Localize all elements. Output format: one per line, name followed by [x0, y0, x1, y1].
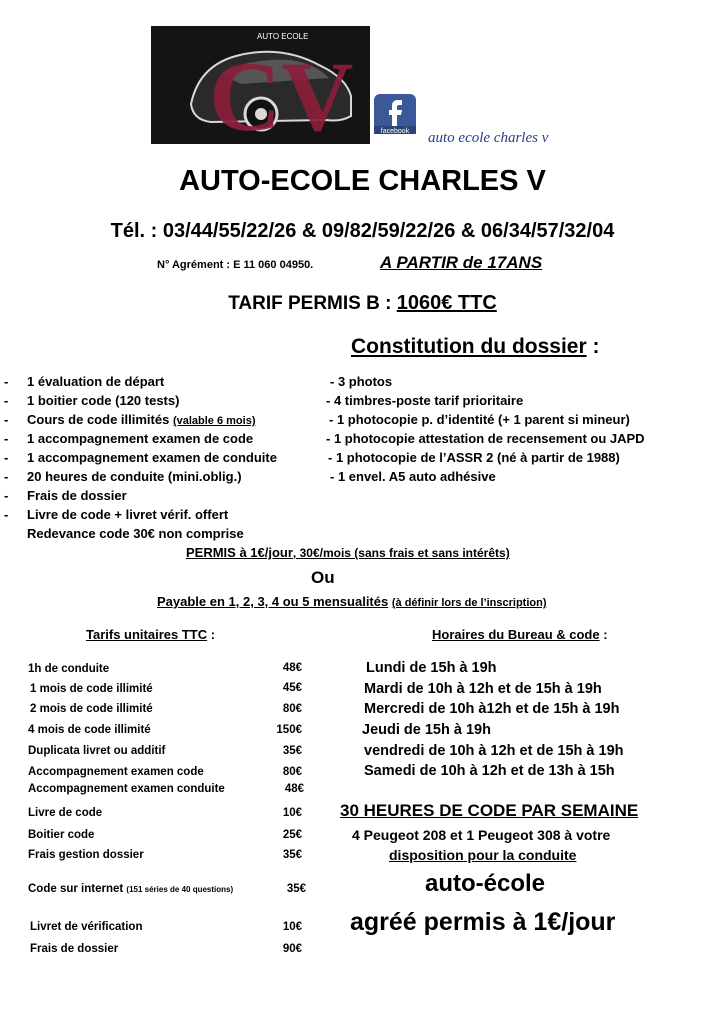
- tarif-price: 48€: [284, 783, 304, 795]
- horaire-item: Mardi de 10h à 12h et de 15h à 19h: [364, 681, 602, 697]
- document-item: - 1 envel. A5 auto adhésive: [330, 469, 496, 484]
- code-hours-banner: 30 HEURES DE CODE PAR SEMAINE: [340, 801, 639, 820]
- payable-installments: [157, 594, 547, 609]
- tarif-price: 48€: [282, 662, 302, 674]
- tarif-label: [28, 883, 233, 895]
- list-dash: -: [4, 469, 9, 484]
- auto-ecole-slogan: auto-école: [425, 870, 546, 897]
- horaires-heading-colon: :: [603, 627, 608, 642]
- tarif-label: 1 mois de code illimité: [30, 683, 153, 695]
- list-item-text: 1 évaluation de départ: [27, 374, 165, 389]
- tarif-label-note: (151 séries de 40 questions): [126, 885, 234, 894]
- document-item: - 4 timbres-poste tarif prioritaire: [326, 393, 524, 408]
- permis-1-euro: [186, 545, 510, 560]
- logo-letters: CV: [209, 41, 354, 144]
- tarif-price: 80€: [282, 703, 302, 715]
- list-dash: -: [4, 374, 9, 389]
- payable-note: (à définir lors de l’inscription): [391, 597, 547, 609]
- dossier-title-colon: :: [592, 335, 600, 358]
- tarifs-heading-text: Tarifs unitaires TTC: [86, 627, 208, 642]
- tarif-price: 10€: [282, 921, 302, 933]
- list-item-text: 1 boitier code (120 tests): [27, 393, 180, 408]
- horaire-item: Lundi de 15h à 19h: [366, 660, 497, 676]
- tarifs-heading: [86, 627, 215, 642]
- tarif-price: 35€: [286, 883, 306, 895]
- fleet-line-2-underlined: disposition: [389, 847, 464, 863]
- dossier-title-text: Constitution du dossier: [351, 335, 587, 358]
- horaires-heading: [432, 627, 608, 642]
- or-separator: Ou: [311, 568, 335, 587]
- tarif-price: 80€: [282, 766, 302, 778]
- tarifs-heading-colon: :: [210, 627, 216, 642]
- list-item-text: Redevance code 30€ non comprise: [27, 526, 244, 541]
- facebook-icon[interactable]: [373, 93, 417, 135]
- tarif-label: 4 mois de code illimité: [28, 724, 151, 736]
- tarif-price: 1060€ TTC: [396, 292, 497, 314]
- horaires-heading-text: Horaires du Bureau & code: [432, 627, 600, 642]
- tarif-price: 150€: [276, 724, 302, 736]
- list-dash: -: [4, 431, 9, 446]
- tarif-label: 2 mois de code illimité: [30, 703, 153, 715]
- list-item-text: Livre de code + livret vérif. offert: [27, 507, 229, 522]
- list-item-text: 20 heures de conduite (mini.oblig.): [27, 469, 242, 484]
- fleet-line-2-rest: pour la conduite: [463, 847, 577, 863]
- list-dash: -: [4, 488, 9, 503]
- horaire-item: vendredi de 10h à 12h et de 15h à 19h: [364, 743, 624, 759]
- tarif-price: 90€: [282, 943, 302, 955]
- list-item-text: 1 accompagnement examen de conduite: [27, 450, 277, 465]
- list-dash: -: [4, 450, 9, 465]
- permis-1-euro-main: PERMIS à 1€/jour: [186, 545, 293, 560]
- document-item: - 3 photos: [330, 374, 393, 389]
- tarif-label: Accompagnement examen code: [28, 766, 204, 778]
- tarif-label: Frais gestion dossier: [28, 849, 144, 861]
- agrement-number: N° Agrément : E 11 060 04950.: [157, 259, 314, 271]
- logo-graphic: [151, 26, 370, 144]
- fleet-line-2: [389, 847, 576, 863]
- tarif-label: Livre de code: [28, 807, 103, 819]
- tarif-price: 25€: [282, 829, 302, 841]
- document-item: - 1 photocopie p. d’identité (+ 1 parent si mineur): [329, 412, 630, 427]
- tarif-price: 10€: [282, 807, 302, 819]
- tarif-price: 35€: [282, 849, 302, 861]
- list-dash: -: [4, 393, 9, 408]
- tarif-label: Boitier code: [28, 829, 95, 841]
- tarif-label: Frais de dossier: [30, 943, 119, 955]
- document-item: - 1 photocopie de l’ASSR 2 (né à partir de 1988): [328, 450, 620, 465]
- tarif-label: Duplicata livret ou additif: [28, 745, 166, 757]
- facebook-caption[interactable]: auto ecole charles v: [428, 130, 549, 146]
- list-dash: -: [4, 507, 9, 522]
- phone-numbers: Tél. : 03/44/55/22/26 & 09/82/59/22/26 & 06/34/57/32/04: [110, 220, 615, 242]
- facebook-label: facebook: [380, 128, 410, 135]
- agree-permis-slogan: agréé permis à 1€/jour: [350, 908, 616, 936]
- age-minimum: A PARTIR de 17ANS: [380, 253, 543, 272]
- tarif-label: Livret de vérification: [30, 921, 143, 933]
- tarif-label-text: Code sur internet: [28, 883, 124, 895]
- tarif-permis-b: [0, 292, 725, 315]
- list-item-note: (valable 6 mois): [172, 415, 256, 427]
- tarif-price: 35€: [282, 745, 302, 757]
- list-item-text: Frais de dossier: [27, 488, 127, 503]
- list-dash: -: [4, 412, 9, 427]
- document-item: - 1 photocopie attestation de recensement ou JAPD: [326, 431, 645, 446]
- dossier-title: [351, 335, 600, 359]
- tarif-label: TARIF PERMIS B :: [228, 293, 392, 314]
- tarif-price: 45€: [282, 682, 302, 694]
- tarif-label: Accompagnement examen conduite: [28, 783, 225, 795]
- permis-1-euro-rest: , 30€/mois (sans frais et sans intérêts): [292, 546, 510, 560]
- list-item-text: Cours de code illimités: [27, 412, 170, 427]
- logo-small-text: AUTO ECOLE: [257, 32, 309, 41]
- list-item-text: 1 accompagnement examen de code: [27, 431, 254, 446]
- payable-main: Payable en 1, 2, 3, 4 ou 5 mensualités: [157, 594, 389, 609]
- horaire-item: Samedi de 10h à 12h et de 13h à 15h: [364, 763, 615, 779]
- page-title: AUTO-ECOLE CHARLES V: [179, 165, 546, 197]
- logo: [151, 26, 370, 144]
- tarif-label: 1h de conduite: [28, 663, 110, 675]
- horaire-item: Mercredi de 10h à12h et de 15h à 19h: [364, 701, 620, 717]
- horaire-item: Jeudi de 15h à 19h: [362, 722, 491, 738]
- fleet-line-1: 4 Peugeot 208 et 1 Peugeot 308 à votre: [352, 827, 611, 843]
